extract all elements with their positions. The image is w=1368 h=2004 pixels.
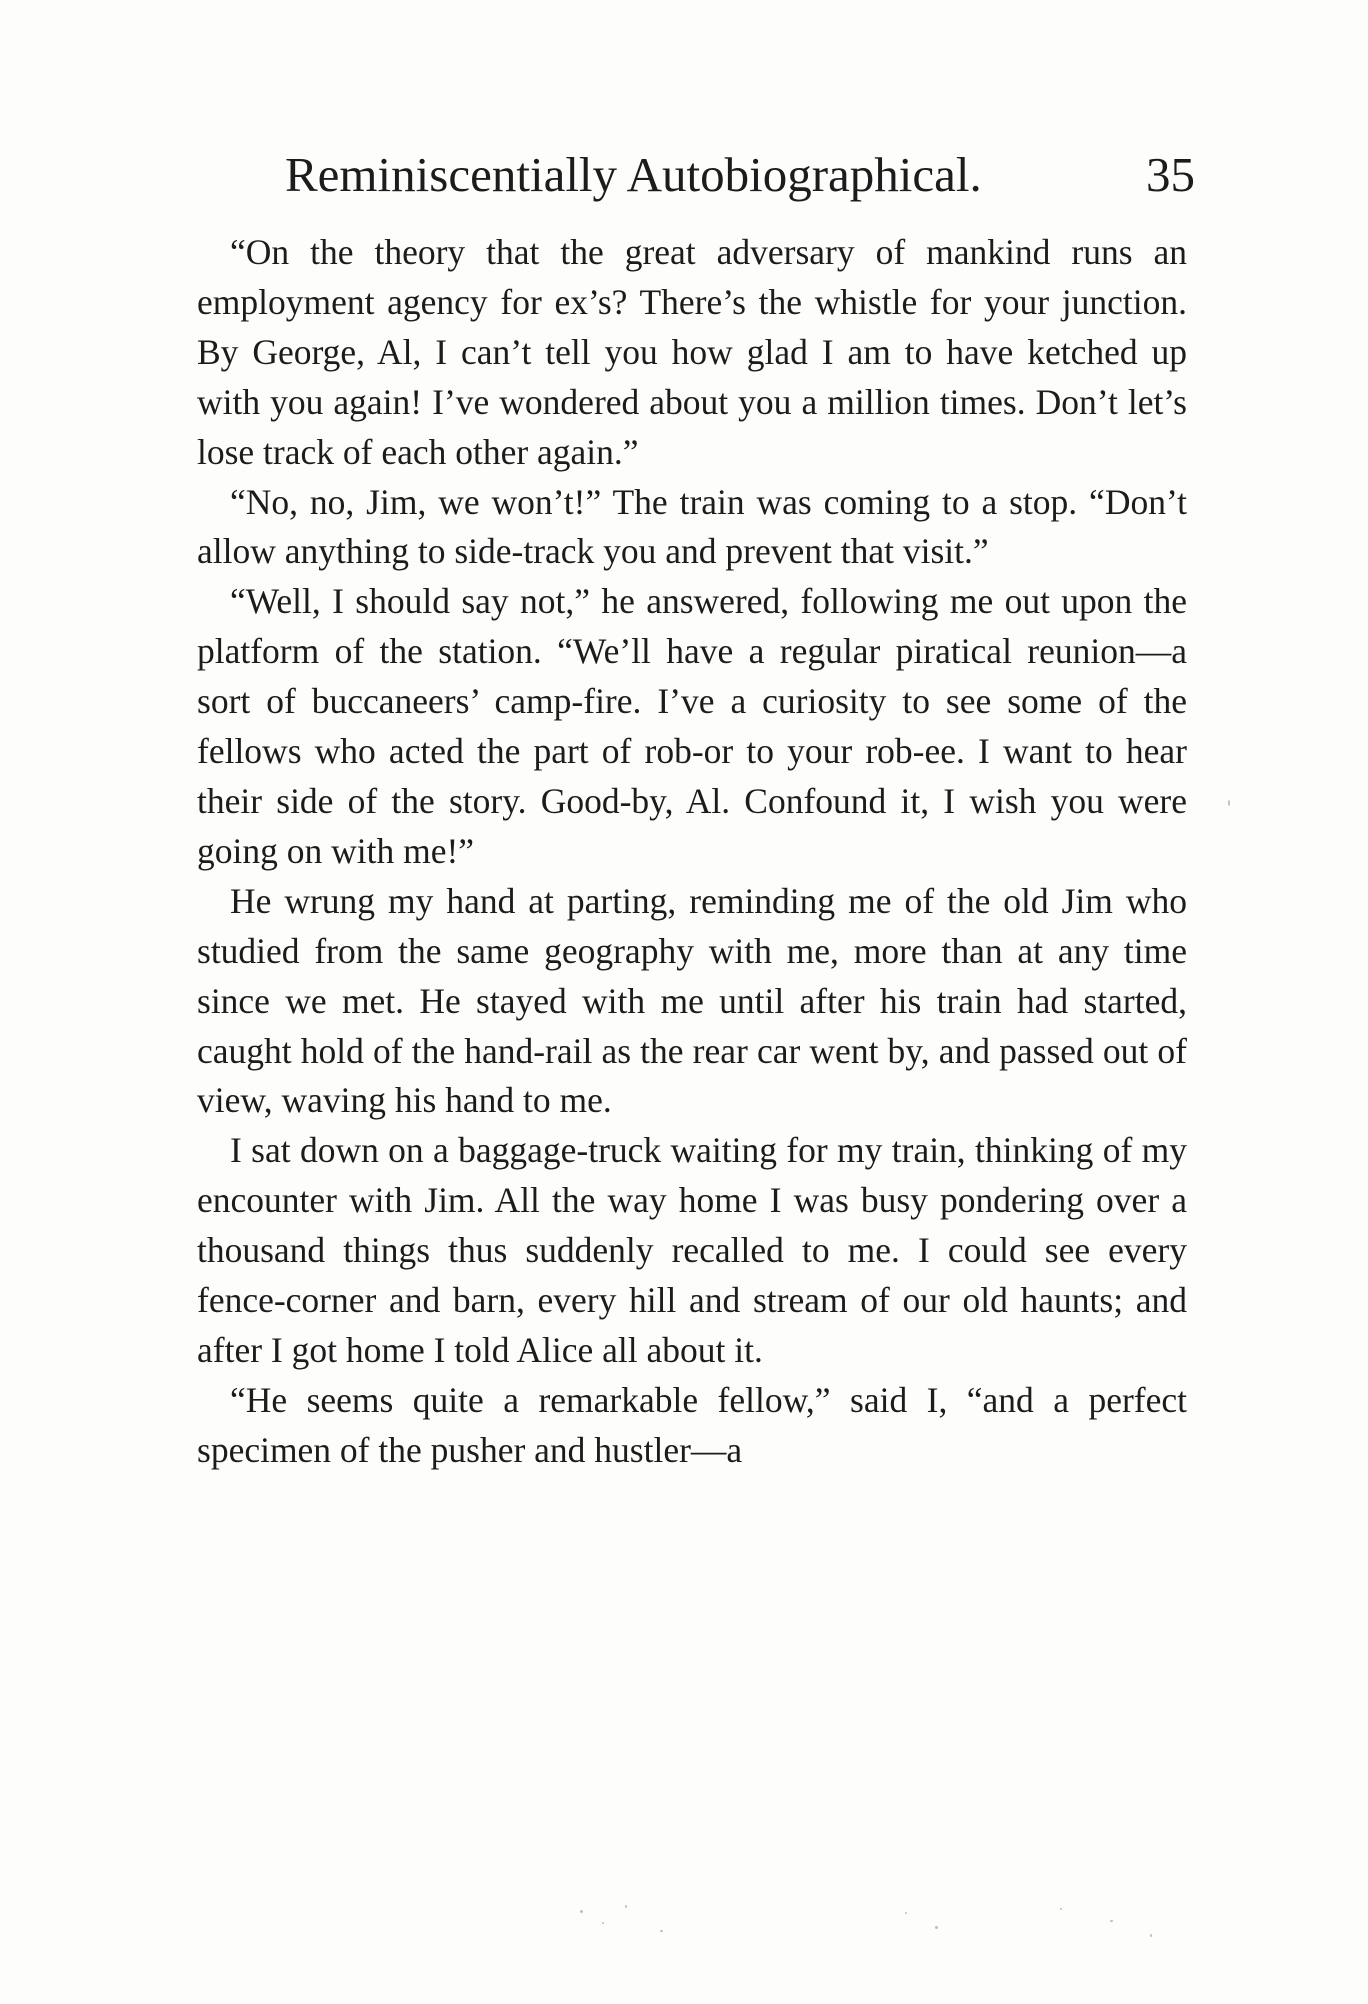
scan-speckle (905, 1912, 907, 1914)
body-text (197, 228, 1187, 1476)
paragraph: I sat down on a baggage-truck waiting for my train, thinking of my encounter with Jim. All the way home I was busy pondering over a thousand things thus suddenly recalled to me. I could see every fence-corner and barn, every hill and stream of our old haunts; and after I got home I told Alice all about it. (197, 1130, 1187, 1370)
paragraph: “He seems quite a remarkable fellow,” said I, “and a perfect specimen of the pusher and hustler—a (197, 1379, 1187, 1470)
scan-speckle (660, 1930, 663, 1932)
paragraph: He wrung my hand at parting, reminding me of the old Jim who studied from the same geography with me, more than at any time since we met. He stayed with me until after his train had started, caught hold of the hand-rail as the rear car went by, and passed out of view, waving his hand to me. (197, 880, 1187, 1121)
scan-speckle (602, 1922, 604, 1924)
scan-speckle (935, 1926, 938, 1929)
scan-speckle (625, 1905, 627, 1908)
scan-speckle (1110, 1920, 1113, 1922)
paragraph: “On the theory that the great adversary of mankind runs an employment agency for ex’s? There’s the whistle for your junction. By George, Al, I can’t tell you how glad I am to have ketched up with you again! I’ve wondered about you a million times. Don’t let’s lose track of each other again.” (197, 232, 1187, 472)
scan-speckle (1150, 1934, 1152, 1937)
page-number: 35 (1146, 147, 1195, 202)
running-head-title: Reminiscentially Autobiographical. (285, 147, 982, 202)
scan-speckle (580, 1910, 583, 1913)
running-head (285, 140, 1195, 210)
paragraph: “Well, I should say not,” he answered, following me out upon the platform of the station. “We’ll have a regular piratical reunion—a sort of buccaneers’ camp-fire. I’ve a curiosity to see some of the fellows who acted the part of rob-or to your rob-ee. I want to hear their side of the story. Good-by, Al. Confound it, I wish you were going on with me!” (197, 581, 1187, 871)
scan-speckle (1060, 1908, 1062, 1910)
paragraph: “No, no, Jim, we won’t!” The train was coming to a stop. “Don’t allow anything to side-track you and prevent that visit.” (197, 481, 1187, 572)
scan-speckle (1228, 800, 1230, 806)
